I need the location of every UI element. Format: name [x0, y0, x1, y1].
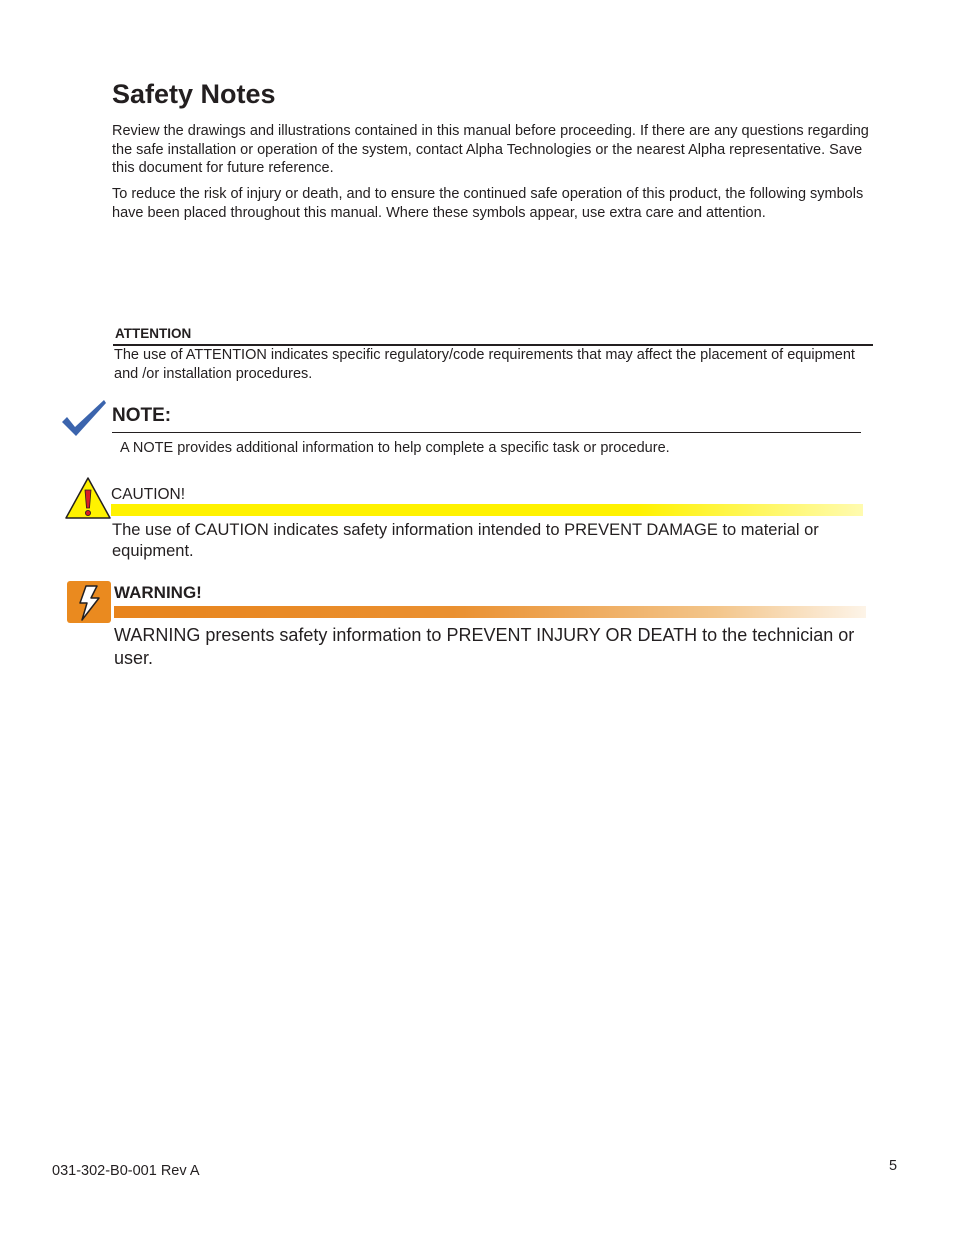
- note-text: A NOTE provides additional information to help complete a specific task or procedure.: [120, 440, 670, 456]
- caution-text: The use of CAUTION indicates safety information intended to PREVENT DAMAGE to material or equipment.: [112, 521, 819, 560]
- warning-label: WARNING!: [114, 583, 202, 602]
- note-divider: [112, 432, 861, 433]
- warning-bar: [114, 606, 866, 618]
- note-label: NOTE:: [112, 405, 172, 426]
- page-title: Safety Notes: [112, 79, 276, 109]
- page-number: 5: [889, 1158, 898, 1174]
- caution-triangle-icon: [64, 476, 112, 520]
- attention-label: ATTENTION: [115, 326, 192, 341]
- caution-bar: [111, 504, 863, 516]
- document-number: 031-302-B0-001 Rev A: [52, 1163, 200, 1179]
- intro-paragraph: Review the drawings and illustrations contained in this manual before proceeding. If there are any questions regarding the safe installation or operation of the system, contact Alpha Technologies or the nearest Alpha representative. Save this document for future reference.: [112, 123, 869, 176]
- attention-text: The use of ATTENTION indicates specific regulatory/code requirements that may affect the placement of equipment and /or installation procedures.: [114, 347, 855, 382]
- warning-text: WARNING presents safety information to PREVENT INJURY OR DEATH to the technician or user.: [114, 625, 855, 668]
- checkmark-icon: [60, 398, 108, 438]
- lightning-bolt-icon: [66, 580, 112, 624]
- caution-label: CAUTION!: [111, 486, 186, 503]
- symbols-paragraph: To reduce the risk of injury or death, and to ensure the continued safe operation of this product, the following symbols have been placed throughout this manual. Where these symbols appear, use extra care and attention.: [112, 186, 864, 221]
